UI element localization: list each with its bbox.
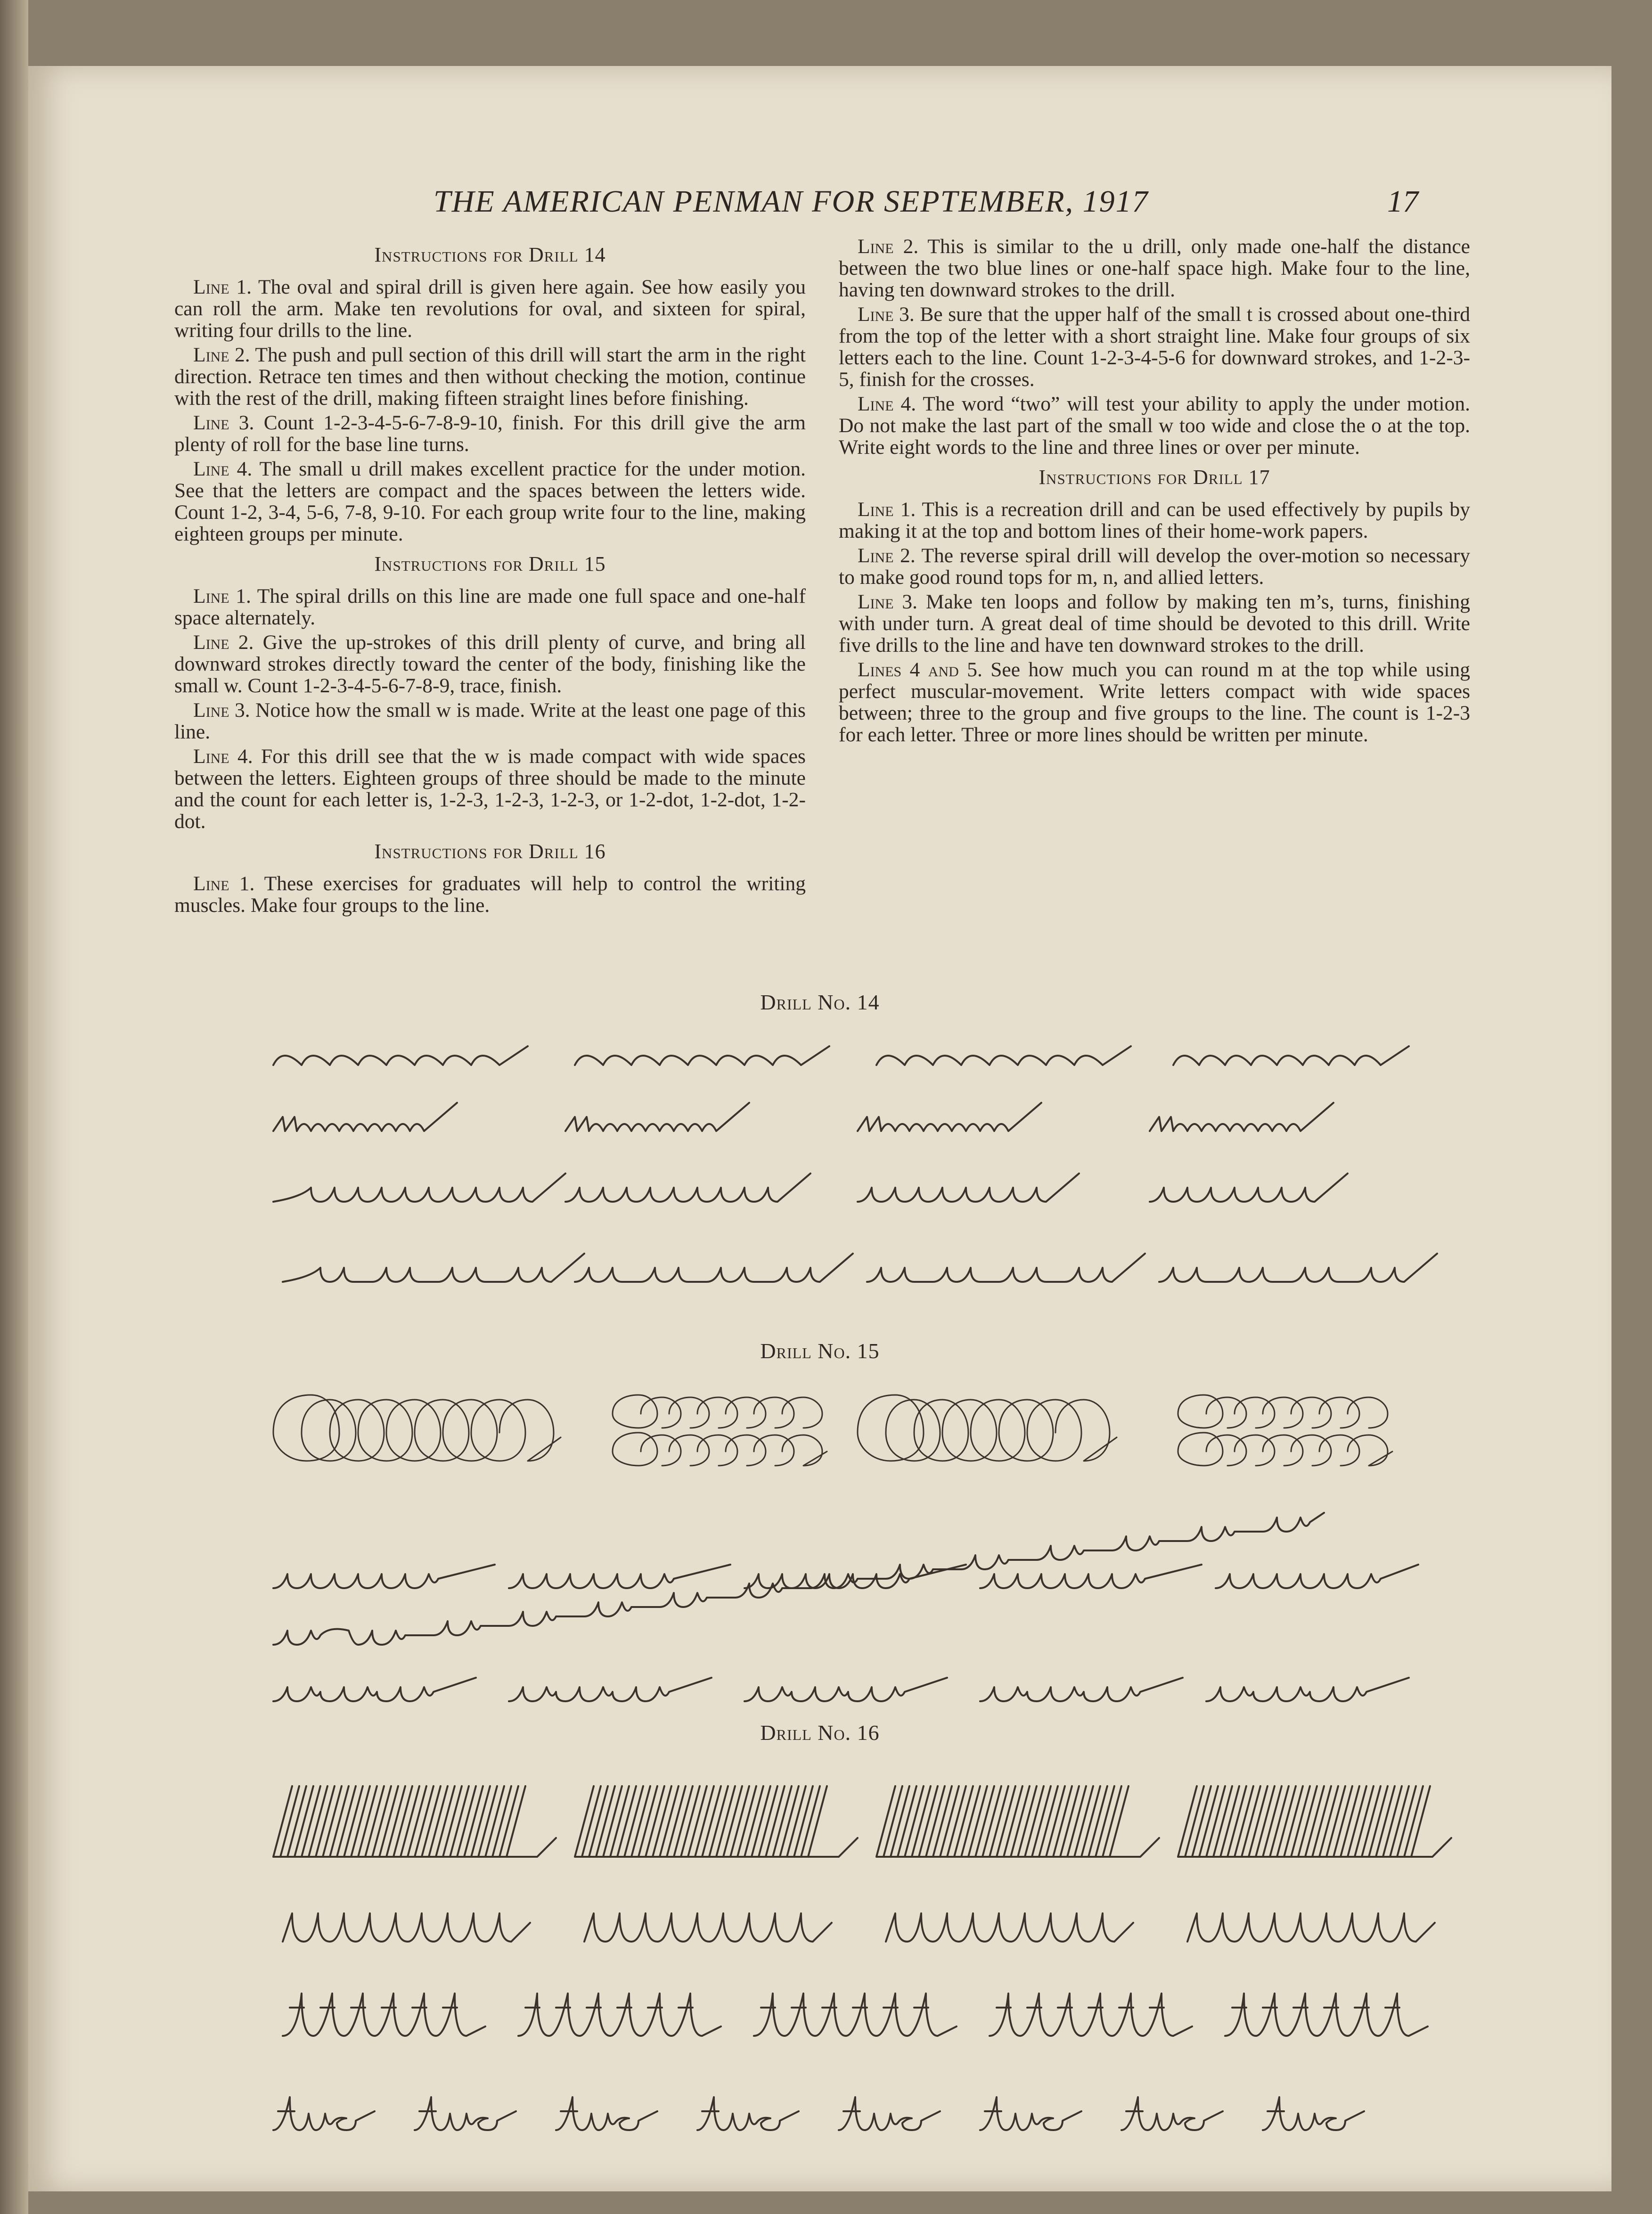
line-text: This is a recreation drill and can be used effectively by pupils by making it at the top and bottom lines of their home-work papers. — [839, 498, 1470, 542]
line-text: For this drill see that the w is made compact with wide spaces between the letters. Eighteen groups of three should be made to the minute and the count for each letter is, 1-2-3, 1-2-3, 1-2-3, or 1-2-dot, 1-2-dot, 1-2-dot. — [174, 745, 806, 833]
u-drill — [858, 1173, 1079, 1202]
updown-w-drill — [744, 1565, 966, 1588]
word-two — [556, 2097, 657, 2130]
drill14-row-push-pull — [273, 1103, 1333, 1131]
drill15-row-w-groups — [273, 1678, 1409, 1701]
line-label: Line 4. — [858, 393, 916, 415]
small-t-group — [518, 1993, 721, 2036]
spiral-drill-full — [858, 1395, 1117, 1461]
page-number: 17 — [1387, 184, 1418, 219]
line-label: Line 2. — [858, 544, 916, 567]
small-u-group — [283, 1254, 584, 1282]
drill16-row-half-u — [283, 1913, 1435, 1942]
u-drill — [1150, 1173, 1348, 1202]
line-label: Line 2. — [858, 235, 919, 258]
small-t-group — [1225, 1993, 1428, 2036]
small-u-group — [1159, 1254, 1437, 1282]
right-column — [839, 236, 1470, 748]
drill14-row-oval-spiral — [273, 1046, 1409, 1065]
drill16-line1 — [174, 873, 806, 916]
line-text: Count 1-2-3-4-5-6-7-8-9-10, finish. For this drill give the arm plenty of roll for the base line turns. — [174, 411, 806, 456]
line-text: The oval and spiral drill is given here again. See how easily you can roll the arm. Make ten revolutions for oval, and sixteen for spiral, writing four drills to the line. — [174, 276, 806, 342]
slant-oval-drill — [273, 1786, 556, 1857]
line-text: Be sure that the upper half of the small t is crossed about one-third from the top of the letter with a short straight line. Make four groups of six letters each to the line. Count 1-2-3-4-5-6 for downward strokes, and 1-2-3-5, finish for the crosses. — [839, 303, 1470, 391]
page-header — [28, 174, 1611, 231]
word-two — [273, 2097, 375, 2130]
u-drill — [273, 1173, 565, 1202]
push-pull-drill — [565, 1103, 749, 1131]
line-label: Line 1. — [193, 585, 251, 607]
drill16-line2 — [839, 236, 1470, 301]
line-text: Notice how the small w is made. Write at the least one page of this line. — [174, 699, 806, 743]
oval-drill — [876, 1046, 1131, 1065]
drill16-row-slant-ovals — [273, 1786, 1451, 1857]
word-two — [1263, 2097, 1364, 2130]
updown-w-drill — [273, 1565, 495, 1588]
line-text: The push and pull section of this drill will start the arm in the right direction. Retrace ten times and then without checking the motion, continue with the rest of the drill, making fifteen straight lines before finishing. — [174, 344, 806, 410]
drill14-row-u-drill — [273, 1173, 1348, 1202]
drill16-instructions-heading: Instructions for Drill 16 — [374, 840, 606, 863]
drill16-title: Drill No. 16 — [760, 1721, 880, 1745]
drill16-line3 — [839, 303, 1470, 390]
w-group-line — [273, 1678, 1409, 1701]
running-head: THE AMERICAN PENMAN FOR SEPTEMBER, 1917 — [433, 184, 1149, 219]
half-space-u-drill — [886, 1913, 1133, 1942]
oval-drill — [575, 1046, 829, 1065]
updown-w-drill — [980, 1565, 1202, 1588]
word-two — [415, 2097, 516, 2130]
line-label: Line 2. — [193, 631, 254, 654]
push-pull-drill — [858, 1103, 1041, 1131]
magazine-page — [28, 66, 1611, 2191]
drill15-line3 — [174, 699, 806, 743]
word-two — [980, 2097, 1081, 2130]
drill15-line2 — [174, 631, 806, 697]
drill15-line4 — [174, 746, 806, 832]
updown-w-drill — [509, 1565, 730, 1588]
drill14-line1 — [174, 276, 806, 341]
spiral-drill-full — [273, 1395, 561, 1461]
line-text: The spiral drills on this line are made one full space and one-half space alternately. — [174, 585, 806, 629]
line-label: Line 1. — [858, 498, 916, 521]
drill17-lines4-5 — [839, 659, 1470, 746]
word-two — [839, 2097, 940, 2130]
drill15-row-spirals — [273, 1395, 1392, 1466]
push-pull-drill — [273, 1103, 457, 1131]
left-column — [174, 236, 806, 919]
line-text: The word “two” will test your ability to apply the under motion. Do not make the last part of the small w too wide and close the o at the top. Write eight words to the line and three lines or over per minute. — [839, 393, 1470, 459]
drill14-line4 — [174, 458, 806, 545]
drill17-line2 — [839, 545, 1470, 588]
small-u-group — [575, 1254, 853, 1282]
half-space-u-drill — [1187, 1913, 1435, 1942]
half-space-u-drill — [283, 1913, 530, 1942]
line-label: Line 1. — [193, 276, 252, 298]
spiral-drill-half — [1178, 1395, 1392, 1466]
drill14-row-small-u-groups — [283, 1254, 1437, 1282]
line-label: Line 2. — [193, 344, 250, 366]
drill16-plate — [264, 1772, 1470, 2149]
small-t-group — [990, 1993, 1192, 2036]
drill14-title: Drill No. 14 — [760, 990, 880, 1014]
drill14-line2 — [174, 344, 806, 409]
page-binding — [0, 0, 28, 2214]
line-text: This is similar to the u drill, only made one-half the distance between the two blue lines or one-half space high. Make four to the line, having ten downward strokes to the drill. — [839, 235, 1470, 301]
line-text: The reverse spiral drill will develop the over-motion so necessary to make good round tops for m, n, and allied letters. — [839, 544, 1470, 589]
drill16-row-word-two — [273, 2097, 1364, 2130]
spiral-drill-half — [613, 1395, 827, 1466]
line-text: The small u drill makes excellent practice for the under motion. See that the letters are compact and the spaces between the letters wide. Count 1-2, 3-4, 5-6, 7-8, 9-10. For each group write four to the line, making eighteen groups per minute. — [174, 458, 806, 545]
push-pull-drill — [1150, 1103, 1333, 1131]
line-label: Line 3. — [858, 303, 915, 326]
line-label: Line 4. — [193, 745, 253, 768]
line-text: See how much you can round m at the top while using perfect muscular-movement. Write letters compact with wide spaces between; three to the group and five groups to the line. The count is 1-2-3 for each letter. Three or more lines should be written per minute. — [839, 658, 1470, 746]
line-text: These exercises for graduates will help to control the writing muscles. Make four groups to the line. — [174, 872, 806, 917]
oval-drill — [273, 1046, 528, 1065]
oval-drill — [1173, 1046, 1409, 1065]
drill17-instructions-heading: Instructions for Drill 17 — [1039, 466, 1270, 489]
drill16-line4 — [839, 393, 1470, 458]
drill17-line3 — [839, 591, 1470, 656]
small-t-group — [754, 1993, 957, 2036]
word-two — [697, 2097, 799, 2130]
line-text: Make ten loops and follow by making ten m’s, turns, finishing with under turn. A great deal of time should be devoted to this drill. Write five drills to the line and have ten downward strokes to the drill. — [839, 590, 1470, 656]
drill14-line3 — [174, 412, 806, 455]
drill14-plate — [264, 1037, 1470, 1338]
line-label: Line 3. — [193, 411, 254, 434]
slant-oval-drill — [575, 1786, 858, 1857]
drill16-row-small-t — [283, 1993, 1428, 2036]
small-t-group — [283, 1993, 485, 2036]
drill15-title: Drill No. 15 — [760, 1339, 880, 1363]
drill15-plate — [264, 1381, 1470, 1720]
line-label: Lines 4 and 5. — [858, 658, 982, 681]
drill15-row-up-down — [273, 1565, 1418, 1588]
u-drill — [565, 1173, 810, 1202]
drill14-instructions-heading: Instructions for Drill 14 — [374, 243, 606, 266]
line-label: Line 1. — [193, 872, 255, 895]
slant-oval-drill — [1178, 1786, 1451, 1857]
half-space-u-drill — [584, 1913, 832, 1942]
line-label: Line 3. — [193, 699, 250, 722]
word-two — [1121, 2097, 1223, 2130]
updown-w-drill — [1216, 1565, 1418, 1588]
line-label: Line 4. — [193, 458, 253, 480]
drill15-line1 — [174, 585, 806, 629]
line-text: Give the up-strokes of this drill plenty of curve, and bring all downward strokes directly toward the center of the body, finishing like the small w. Count 1-2-3-4-5-6-7-8-9, trace, finish. — [174, 631, 806, 697]
drill15-instructions-heading: Instructions for Drill 15 — [374, 552, 606, 575]
drill17-line1 — [839, 499, 1470, 542]
line-label: Line 3. — [858, 590, 918, 613]
small-u-group — [867, 1254, 1145, 1282]
slant-oval-drill — [876, 1786, 1159, 1857]
